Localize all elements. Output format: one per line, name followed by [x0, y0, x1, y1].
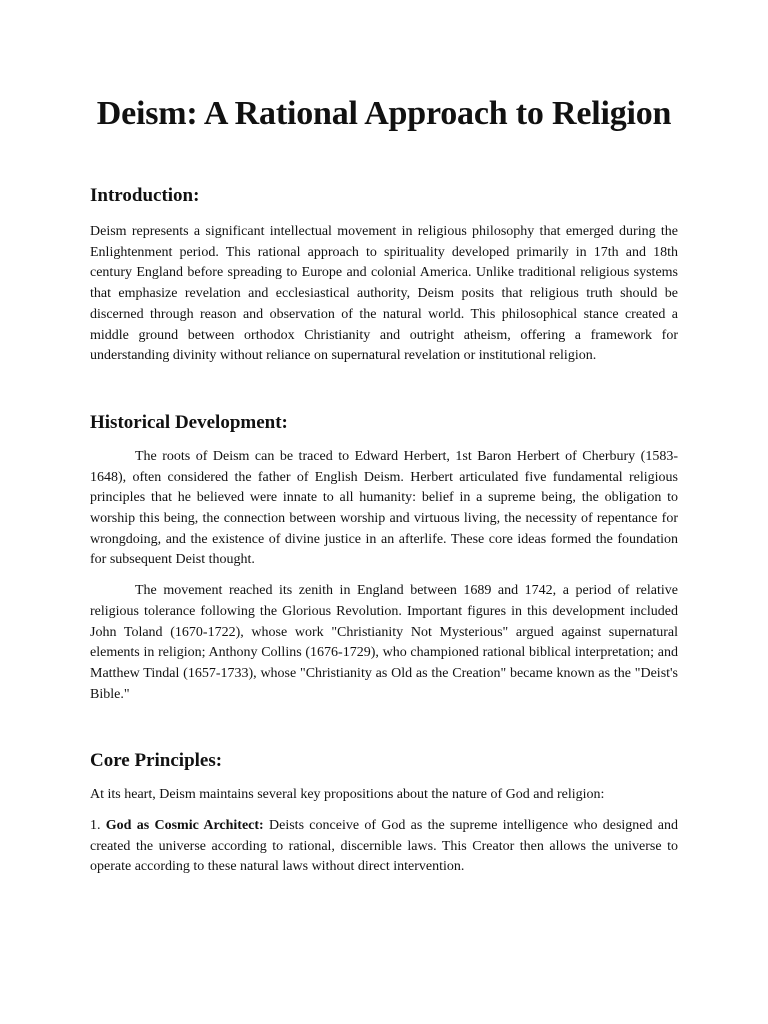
- section-heading: Core Principles:: [90, 750, 223, 772]
- section-heading: Historical Development:: [90, 411, 288, 433]
- section-historical-development: [90, 411, 678, 705]
- list-item-text: Deists conceive of God as the supreme intelligence who designed and created the universe according to rational, discernible laws. This Creator then allows the universe to operate according to these natural laws without direct intervention.: [90, 818, 679, 875]
- paragraph: Deism represents a significant intellectual movement in religious philosophy that emerged during the Enlightenment period. This rational approach to spirituality developed primarily in 17th and 18th century England before spreading to Europe and colonial America. Unlike traditional religious systems that emphasize revelation and ecclesiastical authority, Deism posits that religious truth should be discerned through reason and observation of the natural world. This philosophical stance created a middle ground between orthodox Christianity and outright atheism, offering a framework for understanding divinity without reliance on supernatural revelation or institutional religion.: [90, 224, 678, 364]
- list-item-term: God as Cosmic Architect:: [105, 818, 264, 834]
- list-item: [90, 816, 678, 878]
- document-title: Deism: A Rational Approach to Religion: [96, 95, 672, 132]
- list-item-number: 1.: [90, 818, 101, 834]
- section-core-principles: [90, 749, 678, 878]
- paragraph: At its heart, Deism maintains several key propositions about the nature of God and religion:: [90, 787, 605, 803]
- section-introduction: [90, 184, 678, 367]
- paragraph: The movement reached its zenith in England between 1689 and 1742, a period of relative religious tolerance following the Glorious Revolution. Important figures in this development included John Toland (1670-1722), whose work "Christianity Not Mysterious" argued against supernatural elements in religion; Anthony Collins (1676-1729), who championed rational biblical interpretation; and Matthew Tindal (1657-1733), whose "Christianity as Old as the Creation" became known as the "Deist's Bible.": [90, 583, 678, 702]
- section-heading: Introduction:: [90, 185, 200, 206]
- paragraph: The roots of Deism can be traced to Edward Herbert, 1st Baron Herbert of Cherbury (1583-1648), often considered the father of English Deism. Herbert articulated five fundamental religious principles that he believed were innate to all humanity: belief in a supreme being, the obligation to worship this being, the connection between worship and virtuous living, the necessity of repentance for wrongdoing, and the existence of divine justice in an afterlife. These core ideas formed the foundation for subsequent Deist thought.: [90, 448, 678, 568]
